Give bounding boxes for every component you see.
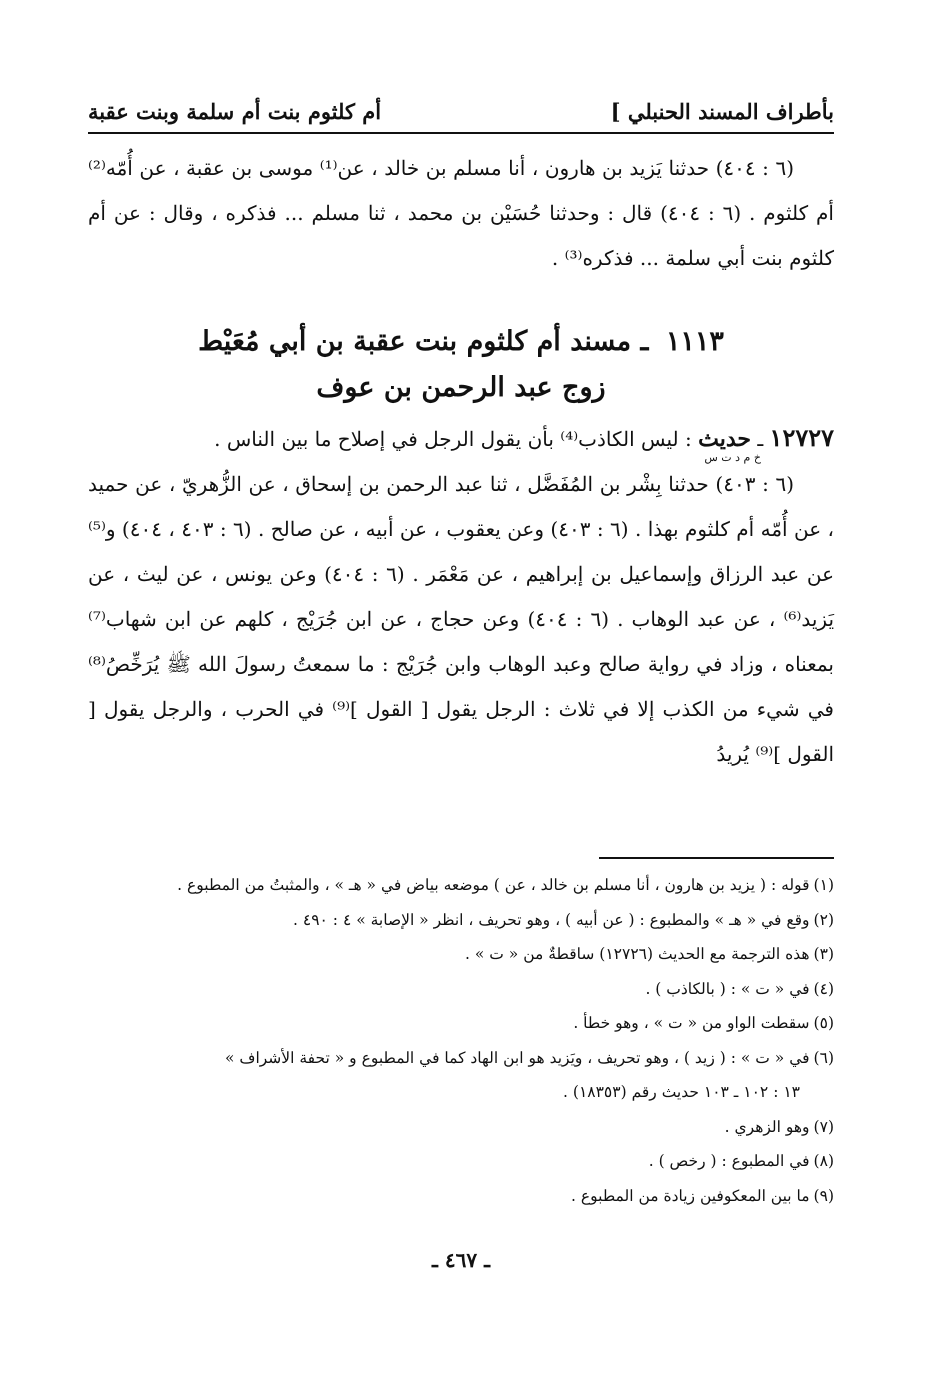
hadith-number: ١٢٧٢٧ <box>769 423 834 452</box>
hadith-label-text: حديث <box>698 426 751 452</box>
footnote-marker: (٩) <box>813 1186 834 1205</box>
footnote-4 <box>88 972 834 1007</box>
footnote-marker: (٦) <box>813 1048 834 1067</box>
footnote-2 <box>88 903 834 938</box>
section-subtitle: زوج عبد الرحمن بن عوف <box>316 372 606 403</box>
footnote-text: قوله : ( يزيد بن هارون ، أنا مسلم بن خالد ، عن ) موضعه بياض في « هـ » ، والمثبتُ من المطبوع . <box>177 876 810 894</box>
footnote-8 <box>88 1144 834 1179</box>
footnote-5 <box>88 1006 834 1041</box>
footnote-text: في « ت » : ( زيد ) ، وهو تحريف ، ويَزيد هو ابن الهاد كما في المطبوع و « تحفة الأشراف » <box>224 1048 810 1067</box>
footnote-text: في المطبوع : ( رخص ) . <box>648 1152 810 1170</box>
page <box>88 0 834 1373</box>
footnote-text: وقع في « هـ » والمطبوع : ( عن أبيه ) ، وهو تحريف ، انظر « الإصابة » ٤ : ٤٩٠ . <box>293 910 810 929</box>
footnote-text: هذه الترجمة مع الحديث (١٢٧٢٦) ساقطةٌ من « ت » . <box>465 945 810 963</box>
footnote-1 <box>88 868 834 903</box>
footnote-9 <box>88 1179 834 1214</box>
hadith-heading <box>88 415 834 462</box>
header-chapter-title: أم كلثوم بنت أم سلمة وبنت عقبة <box>88 99 382 124</box>
section-heading <box>88 319 834 365</box>
main-paragraph: (٦ : ٤٠٣) حدثنا بِشْر بن المُفَضَّل ، ثنا عبد الرحمن بن إسحاق ، عن الزُّهريّ ، عن حميد ، عن أُمّه أم كلثوم بهذا . (٦ : ٤٠٣) وعن يعقوب ، عن أبيه ، عن صالح . (٦ : ٤٠٣ ، ٤٠٤) و⁽⁵⁾ عن عبد الرزاق وإسماعيل بن إبراهيم ، عن مَعْمَر . (٦ : ٤٠٤) وعن يونس ، عن ليث ، عن يَزيد⁽⁶⁾ ، عن عبد الوهاب . (٦ : ٤٠٤) وعن حجاج ، عن ابن جُرَيْج ، كلهم عن ابن شهاب⁽⁷⁾ بمعناه ، وزاد في رواية صالح وعبد الوهاب وابن جُرَيْج : ما سمعتُ رسولَ الله ﷺ يُرَخِّصُ⁽⁸⁾ في شيء من الكذب إلا في ثلاث : الرجل يقول [ القول ]⁽⁹⁾ في الحرب ، والرجل يقول [ القول ]⁽⁹⁾ يُريدُ <box>88 472 835 766</box>
hadith-text: : ليس الكاذب⁽⁴⁾ بأن يقول الرجل في إصلاح ما بين الناس . <box>214 427 692 451</box>
footnote-6 <box>88 1041 834 1076</box>
hadith-label <box>698 426 761 464</box>
header-book-title: بأطراف المسند الحنبلي ] <box>610 99 834 124</box>
footnote-text: سقطت الواو من « ت » ، وهو خطأ . <box>573 1014 810 1032</box>
footnote-marker: (٣) <box>813 945 834 963</box>
footnote-text: وهو الزهري . <box>724 1117 810 1136</box>
page-number: ـ ٤٦٧ ـ <box>432 1248 490 1272</box>
footnote-marker: (٤) <box>813 979 834 998</box>
footnote-marker: (٧) <box>813 1117 834 1136</box>
section-title: ـ مسند أم كلثوم بنت عقبة بن أبي مُعَيْط <box>198 326 649 357</box>
footnote-rule <box>599 857 834 859</box>
header-rule <box>88 132 834 134</box>
running-header <box>88 88 834 124</box>
hadith-sigla: خ م د ت س <box>704 451 761 464</box>
footnote-marker: (١) <box>813 876 834 894</box>
footnote-3 <box>88 937 834 972</box>
body-text <box>88 146 834 777</box>
hadith-dash: ـ <box>757 427 764 451</box>
footnote-marker: (٨) <box>813 1152 834 1170</box>
footnote-7 <box>88 1110 834 1145</box>
footnote-marker: (٢) <box>813 910 834 929</box>
footnote-text: في « ت » : ( بالكاذب ) . <box>645 979 810 998</box>
footnotes <box>88 868 834 1213</box>
footnote-6-continuation: ١٣ : ١٠٢ ـ ١٠٣ حديث رقم (١٨٣٥٣) . <box>563 1083 800 1101</box>
footnote-marker: (٥) <box>813 1014 834 1032</box>
intro-paragraph: (٦ : ٤٠٤) حدثنا يَزيد بن هارون ، أنا مسلم بن خالد ، عن⁽¹⁾ موسى بن عقبة ، عن أُمّه⁽²⁾ أم كلثوم . (٦ : ٤٠٤) قال : وحدثنا حُسَيْن بن محمد ، ثنا مسلم ... فذكره ، وقال : عن أم كلثوم بنت أبي سلمة ... فذكره⁽³⁾ . <box>88 156 834 270</box>
section-number: ١١١٣ <box>665 326 724 357</box>
footnote-text: ما بين المعكوفين زيادة من المطبوع . <box>571 1186 810 1205</box>
